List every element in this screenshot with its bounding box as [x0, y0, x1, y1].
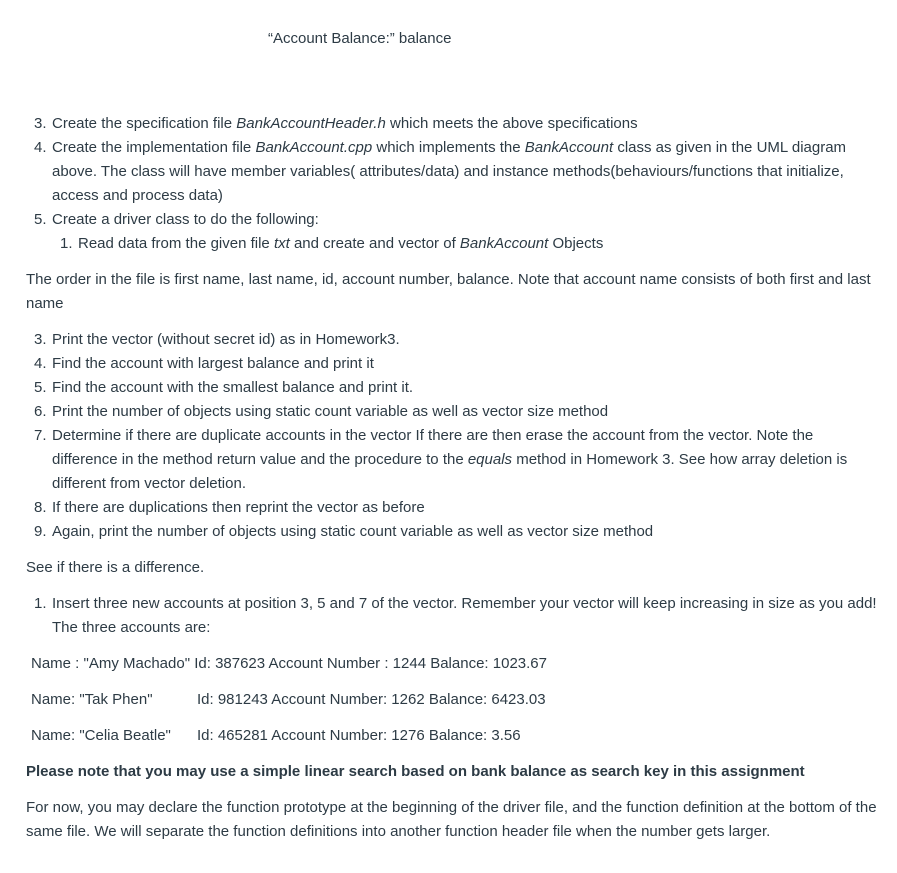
item-text: Read data from the given file [78, 235, 274, 252]
tasks-list [26, 328, 879, 544]
list-item [26, 328, 879, 352]
item-text: Print the vector (without secret id) as in Homework3. [52, 331, 400, 348]
list-number: 8. [34, 499, 47, 516]
item-text: Determine if there are duplicate accounts in the vector If there are then erase the account from the vector. Note the difference in the method return value and the procedure to the [52, 427, 814, 468]
list-number: 3. [34, 115, 47, 132]
item-text: method in Homework 3. See how array deletion is different from vector deletion. [52, 451, 848, 492]
list-item [26, 520, 879, 544]
item-text: Objects [548, 235, 604, 252]
list-item [26, 136, 879, 208]
item-text: Again, print the number of objects using static count variable as well as vector size method [52, 523, 654, 540]
list-number: 5. [34, 379, 47, 396]
account-entry-3 [31, 724, 879, 748]
spec-list [26, 112, 879, 232]
method-name: equals [467, 451, 513, 468]
item-text: and create and vector of [289, 235, 460, 252]
item-text: Insert three new accounts at position 3, 5 and 7 of the vector. Remember your vector will keep increasing in size as you add! The three accounts are: [52, 595, 877, 636]
item-text: which implements the [372, 139, 525, 156]
list-item [26, 496, 879, 520]
item-text: which meets the above specifications [385, 115, 638, 132]
item-text: class as given in the UML diagram above. The class will have member variables( attributes/data) and instance methods(behaviours/functions that initialize, access and process data) [52, 139, 847, 204]
list-number: 7. [34, 427, 47, 444]
account-entry-2 [31, 688, 879, 712]
tasks-list-block [26, 328, 879, 544]
list-item [26, 424, 879, 496]
list-number: 3. [34, 331, 47, 348]
account-details: Id: 465281 Account Number: 1276 Balance: 3.56 [197, 727, 521, 744]
account-name: Name: "Celia Beatle" [31, 727, 171, 744]
file-ext: txt [273, 235, 290, 252]
filename-cpp: BankAccount.cpp [255, 139, 373, 156]
see-difference-text: See if there is a difference. [26, 559, 205, 576]
insert-list-block [26, 592, 879, 640]
list-item [26, 400, 879, 424]
list-number: 4. [34, 355, 47, 372]
list-number: 5. [34, 211, 47, 228]
list-number: 1. [60, 235, 73, 252]
list-number: 9. [34, 523, 47, 540]
list-item [26, 112, 879, 136]
list-item [26, 352, 879, 376]
class-name: BankAccount [459, 235, 549, 252]
account-details: Id: 981243 Account Number: 1262 Balance: 6423.03 [197, 691, 546, 708]
item-text: Find the account with largest balance and print it [52, 355, 374, 372]
list-item [52, 232, 879, 256]
list-item [26, 208, 879, 232]
item-text: Print the number of objects using static count variable as well as vector size method [52, 403, 609, 420]
insert-list [26, 592, 879, 640]
account-name: Name : "Amy Machado" [31, 655, 191, 672]
item-text: Create the implementation file [52, 139, 256, 156]
bold-note: Please note that you may use a simple linear search based on bank balance as search key in this assignment [26, 763, 805, 780]
item-text: If there are duplications then reprint the vector as before [52, 499, 425, 516]
account-balance-line: “Account Balance:” balance [268, 30, 452, 47]
class-name: BankAccount [524, 139, 614, 156]
linear-search-note [26, 760, 879, 784]
order-paragraph: The order in the file is first name, last name, id, account number, balance. Note that account name consists of both first and last name [26, 271, 871, 312]
account-details: Id: 387623 Account Number : 1244 Balance: 1023.67 [194, 655, 547, 672]
item-text: Create a driver class to do the following: [52, 211, 319, 228]
account-entry-1 [31, 652, 879, 676]
list-number: 4. [34, 139, 47, 156]
driver-sublist [52, 232, 879, 256]
list-item [26, 592, 879, 640]
final-paragraph: For now, you may declare the function prototype at the beginning of the driver file, and the function definition at the bottom of the same file. We will separate the function definitions into another function header file when the number gets larger. [26, 799, 877, 840]
list-number: 6. [34, 403, 47, 420]
filename-header: BankAccountHeader.h [236, 115, 386, 132]
spec-list-block [26, 112, 879, 256]
item-text: Find the account with the smallest balance and print it. [52, 379, 414, 396]
account-name: Name: "Tak Phen" [31, 691, 153, 708]
item-text: Create the specification file [52, 115, 237, 132]
list-number: 1. [34, 595, 47, 612]
list-item [26, 376, 879, 400]
